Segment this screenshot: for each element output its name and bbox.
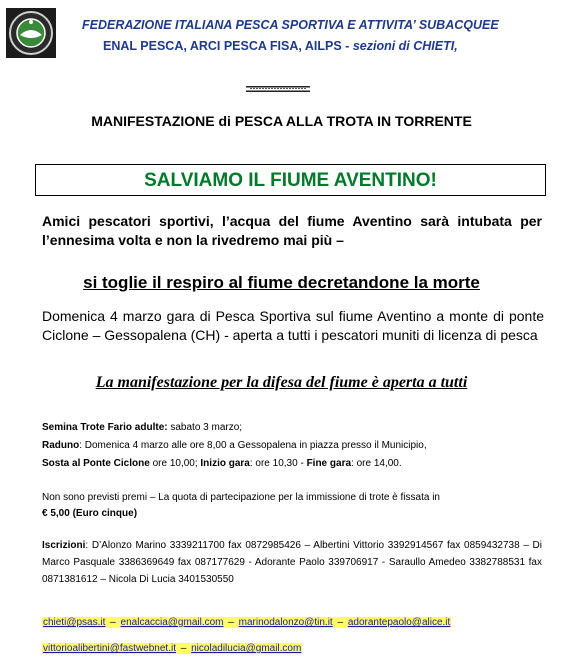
fee-amount: € 5,00 (Euro cinque): [42, 508, 138, 519]
federation-logo: [6, 8, 56, 58]
email-link[interactable]: vittorioalibertini@fastwebnet.it: [43, 643, 176, 654]
slogan: SALVIAMO IL FIUME AVENTINO!: [144, 170, 437, 191]
email-link[interactable]: nicoladilucia@gmail.com: [191, 643, 302, 654]
raduno-line: Raduno: Domenica 4 marzo alle ore 8,00 a Gessopalena in piazza presso il Municipio,: [42, 440, 427, 451]
registrations: Iscrizioni: D’Alonzo Marino 3339211700 fax 0872985426 – Albertini Vittorio 3392914567 fax 0859432738 – Di Marco Pasquale 3386369649 fax 087177629 - Adorante Paolo 339706917 - Saraullo Amedeo 3382788531 fax 0871381612 – Nicola Di Lucia 3401530550: [42, 540, 542, 585]
slogan-box: [35, 164, 546, 196]
org-line-1: FEDERAZIONE ITALIANA PESCA SPORTIVA E ATTIVITA’ SUBACQUEE: [82, 18, 499, 32]
semina-line: Semina Trote Fario adulte: sabato 3 marzo;: [42, 422, 243, 433]
email-link[interactable]: adorantepaolo@alice.it: [347, 617, 451, 628]
email-link[interactable]: marinodalonzo@tin.it: [238, 617, 333, 628]
open-to-all: La manifestazione per la difesa del fiume è aperta a tutti: [95, 374, 468, 391]
death-line: si toglie il respiro al fiume decretandone la morte: [83, 273, 480, 292]
email-row-2: vittorioalibertini@fastwebnet.it – nicoladilucia@gmail.com: [43, 643, 302, 654]
schedule-line: Sosta al Ponte Ciclone ore 10,00; Inizio gara: ore 10,30 - Fine gara: ore 14,00.: [42, 458, 402, 469]
decorative-divider: [246, 84, 310, 94]
email-link[interactable]: chieti@psas.it: [43, 617, 106, 628]
fee-line: Non sono previsti premi – La quota di partecipazione per la immissione di trote è fissata in: [42, 492, 440, 503]
race-info: Domenica 4 marzo gara di Pesca Sportiva sul fiume Aventino a monte di ponte Ciclone – Gessopalena (CH) - aperta a tutti i pescatori muniti di licenza di pesca: [42, 308, 544, 343]
email-row-1: chieti@psas.it – enalcaccia@gmail.com – marinodalonzo@tin.it – adorantepaolo@alice.it: [43, 617, 451, 628]
event-title: MANIFESTAZIONE di PESCA ALLA TROTA IN TORRENTE: [91, 113, 472, 129]
email-link[interactable]: enalcaccia@gmail.com: [120, 617, 224, 628]
intro-paragraph: Amici pescatori sportivi, l’acqua del fiume Aventino sarà intubata per l’ennesima volta e non la rivedremo mai più –: [42, 213, 542, 248]
org-line-2: ENAL PESCA, ARCI PESCA FISA, AILPS - sezioni di CHIETI,: [103, 39, 458, 53]
